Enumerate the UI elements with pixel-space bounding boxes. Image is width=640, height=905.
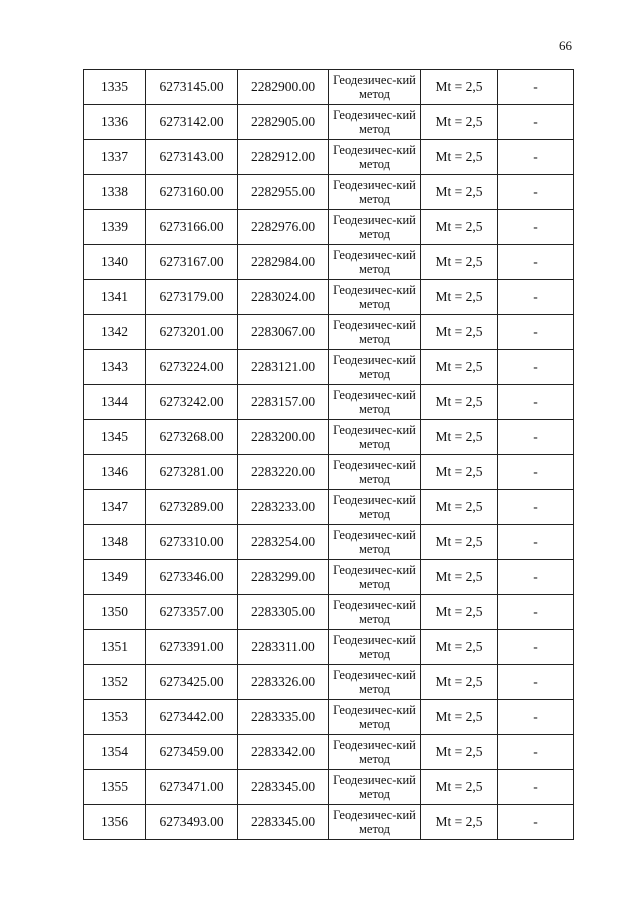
accuracy-cell: Mt = 2,5 — [421, 630, 498, 665]
point-id-cell: 1342 — [84, 315, 146, 350]
note-cell: - — [498, 245, 574, 280]
y-coordinate-cell: 2282912.00 — [238, 140, 329, 175]
table-row — [84, 140, 574, 175]
y-coordinate-cell: 2283024.00 — [238, 280, 329, 315]
note-cell: - — [498, 630, 574, 665]
note-cell: - — [498, 350, 574, 385]
method-cell: Геодезичес-кий метод — [329, 420, 421, 455]
point-id-cell: 1346 — [84, 455, 146, 490]
note-cell: - — [498, 490, 574, 525]
y-coordinate-cell: 2283311.00 — [238, 630, 329, 665]
accuracy-cell: Mt = 2,5 — [421, 595, 498, 630]
table-row — [84, 560, 574, 595]
x-coordinate-cell: 6273357.00 — [146, 595, 238, 630]
table-row — [84, 525, 574, 560]
accuracy-cell: Mt = 2,5 — [421, 735, 498, 770]
accuracy-cell: Mt = 2,5 — [421, 280, 498, 315]
table-row — [84, 735, 574, 770]
note-cell: - — [498, 105, 574, 140]
note-cell: - — [498, 70, 574, 105]
table-row — [84, 105, 574, 140]
method-cell: Геодезичес-кий метод — [329, 455, 421, 490]
table-row — [84, 805, 574, 840]
point-id-cell: 1335 — [84, 70, 146, 105]
point-id-cell: 1337 — [84, 140, 146, 175]
point-id-cell: 1355 — [84, 770, 146, 805]
x-coordinate-cell: 6273493.00 — [146, 805, 238, 840]
point-id-cell: 1339 — [84, 210, 146, 245]
method-cell: Геодезичес-кий метод — [329, 140, 421, 175]
y-coordinate-cell: 2283067.00 — [238, 315, 329, 350]
method-cell: Геодезичес-кий метод — [329, 630, 421, 665]
x-coordinate-cell: 6273346.00 — [146, 560, 238, 595]
note-cell: - — [498, 385, 574, 420]
x-coordinate-cell: 6273242.00 — [146, 385, 238, 420]
method-cell: Геодезичес-кий метод — [329, 280, 421, 315]
x-coordinate-cell: 6273167.00 — [146, 245, 238, 280]
note-cell: - — [498, 665, 574, 700]
accuracy-cell: Mt = 2,5 — [421, 175, 498, 210]
x-coordinate-cell: 6273160.00 — [146, 175, 238, 210]
method-cell: Геодезичес-кий метод — [329, 175, 421, 210]
coordinates-table-body — [84, 70, 574, 840]
y-coordinate-cell: 2283121.00 — [238, 350, 329, 385]
point-id-cell: 1349 — [84, 560, 146, 595]
method-cell: Геодезичес-кий метод — [329, 560, 421, 595]
method-cell: Геодезичес-кий метод — [329, 210, 421, 245]
x-coordinate-cell: 6273268.00 — [146, 420, 238, 455]
method-cell: Геодезичес-кий метод — [329, 385, 421, 420]
method-cell: Геодезичес-кий метод — [329, 735, 421, 770]
table-row — [84, 70, 574, 105]
accuracy-cell: Mt = 2,5 — [421, 315, 498, 350]
y-coordinate-cell: 2283200.00 — [238, 420, 329, 455]
table-row — [84, 280, 574, 315]
point-id-cell: 1340 — [84, 245, 146, 280]
table-row — [84, 210, 574, 245]
x-coordinate-cell: 6273224.00 — [146, 350, 238, 385]
point-id-cell: 1336 — [84, 105, 146, 140]
y-coordinate-cell: 2283157.00 — [238, 385, 329, 420]
y-coordinate-cell: 2283233.00 — [238, 490, 329, 525]
point-id-cell: 1341 — [84, 280, 146, 315]
accuracy-cell: Mt = 2,5 — [421, 455, 498, 490]
page-number: 66 — [559, 38, 572, 53]
point-id-cell: 1347 — [84, 490, 146, 525]
note-cell: - — [498, 770, 574, 805]
coordinates-table — [83, 69, 574, 840]
y-coordinate-cell: 2283326.00 — [238, 665, 329, 700]
y-coordinate-cell: 2282900.00 — [238, 70, 329, 105]
y-coordinate-cell: 2282984.00 — [238, 245, 329, 280]
method-cell: Геодезичес-кий метод — [329, 315, 421, 350]
note-cell: - — [498, 735, 574, 770]
accuracy-cell: Mt = 2,5 — [421, 70, 498, 105]
note-cell: - — [498, 455, 574, 490]
note-cell: - — [498, 805, 574, 840]
method-cell: Геодезичес-кий метод — [329, 665, 421, 700]
x-coordinate-cell: 6273166.00 — [146, 210, 238, 245]
method-cell: Геодезичес-кий метод — [329, 805, 421, 840]
y-coordinate-cell: 2283220.00 — [238, 455, 329, 490]
x-coordinate-cell: 6273289.00 — [146, 490, 238, 525]
table-row — [84, 350, 574, 385]
x-coordinate-cell: 6273281.00 — [146, 455, 238, 490]
point-id-cell: 1348 — [84, 525, 146, 560]
table-row — [84, 630, 574, 665]
y-coordinate-cell: 2283305.00 — [238, 595, 329, 630]
method-cell: Геодезичес-кий метод — [329, 595, 421, 630]
table-row — [84, 385, 574, 420]
x-coordinate-cell: 6273201.00 — [146, 315, 238, 350]
accuracy-cell: Mt = 2,5 — [421, 525, 498, 560]
accuracy-cell: Mt = 2,5 — [421, 210, 498, 245]
y-coordinate-cell: 2282905.00 — [238, 105, 329, 140]
accuracy-cell: Mt = 2,5 — [421, 665, 498, 700]
note-cell: - — [498, 315, 574, 350]
note-cell: - — [498, 175, 574, 210]
y-coordinate-cell: 2283345.00 — [238, 805, 329, 840]
method-cell: Геодезичес-кий метод — [329, 770, 421, 805]
accuracy-cell: Mt = 2,5 — [421, 385, 498, 420]
table-row — [84, 665, 574, 700]
note-cell: - — [498, 595, 574, 630]
method-cell: Геодезичес-кий метод — [329, 105, 421, 140]
point-id-cell: 1345 — [84, 420, 146, 455]
point-id-cell: 1344 — [84, 385, 146, 420]
method-cell: Геодезичес-кий метод — [329, 70, 421, 105]
x-coordinate-cell: 6273179.00 — [146, 280, 238, 315]
note-cell: - — [498, 420, 574, 455]
note-cell: - — [498, 210, 574, 245]
x-coordinate-cell: 6273442.00 — [146, 700, 238, 735]
table-row — [84, 700, 574, 735]
y-coordinate-cell: 2283345.00 — [238, 770, 329, 805]
method-cell: Геодезичес-кий метод — [329, 245, 421, 280]
table-row — [84, 455, 574, 490]
point-id-cell: 1338 — [84, 175, 146, 210]
accuracy-cell: Mt = 2,5 — [421, 105, 498, 140]
x-coordinate-cell: 6273142.00 — [146, 105, 238, 140]
point-id-cell: 1353 — [84, 700, 146, 735]
point-id-cell: 1356 — [84, 805, 146, 840]
x-coordinate-cell: 6273145.00 — [146, 70, 238, 105]
accuracy-cell: Mt = 2,5 — [421, 245, 498, 280]
accuracy-cell: Mt = 2,5 — [421, 805, 498, 840]
y-coordinate-cell: 2283335.00 — [238, 700, 329, 735]
accuracy-cell: Mt = 2,5 — [421, 560, 498, 595]
y-coordinate-cell: 2283299.00 — [238, 560, 329, 595]
table-row — [84, 245, 574, 280]
accuracy-cell: Mt = 2,5 — [421, 490, 498, 525]
note-cell: - — [498, 280, 574, 315]
y-coordinate-cell: 2283254.00 — [238, 525, 329, 560]
table-row — [84, 490, 574, 525]
x-coordinate-cell: 6273425.00 — [146, 665, 238, 700]
y-coordinate-cell: 2282955.00 — [238, 175, 329, 210]
accuracy-cell: Mt = 2,5 — [421, 770, 498, 805]
accuracy-cell: Mt = 2,5 — [421, 350, 498, 385]
point-id-cell: 1343 — [84, 350, 146, 385]
method-cell: Геодезичес-кий метод — [329, 350, 421, 385]
x-coordinate-cell: 6273143.00 — [146, 140, 238, 175]
note-cell: - — [498, 560, 574, 595]
table-row — [84, 315, 574, 350]
accuracy-cell: Mt = 2,5 — [421, 140, 498, 175]
method-cell: Геодезичес-кий метод — [329, 490, 421, 525]
x-coordinate-cell: 6273391.00 — [146, 630, 238, 665]
x-coordinate-cell: 6273310.00 — [146, 525, 238, 560]
point-id-cell: 1352 — [84, 665, 146, 700]
accuracy-cell: Mt = 2,5 — [421, 700, 498, 735]
table-row — [84, 420, 574, 455]
y-coordinate-cell: 2283342.00 — [238, 735, 329, 770]
point-id-cell: 1354 — [84, 735, 146, 770]
table-row — [84, 595, 574, 630]
x-coordinate-cell: 6273471.00 — [146, 770, 238, 805]
method-cell: Геодезичес-кий метод — [329, 700, 421, 735]
note-cell: - — [498, 700, 574, 735]
note-cell: - — [498, 140, 574, 175]
point-id-cell: 1350 — [84, 595, 146, 630]
method-cell: Геодезичес-кий метод — [329, 525, 421, 560]
y-coordinate-cell: 2282976.00 — [238, 210, 329, 245]
x-coordinate-cell: 6273459.00 — [146, 735, 238, 770]
table-row — [84, 175, 574, 210]
table-row — [84, 770, 574, 805]
point-id-cell: 1351 — [84, 630, 146, 665]
note-cell: - — [498, 525, 574, 560]
accuracy-cell: Mt = 2,5 — [421, 420, 498, 455]
